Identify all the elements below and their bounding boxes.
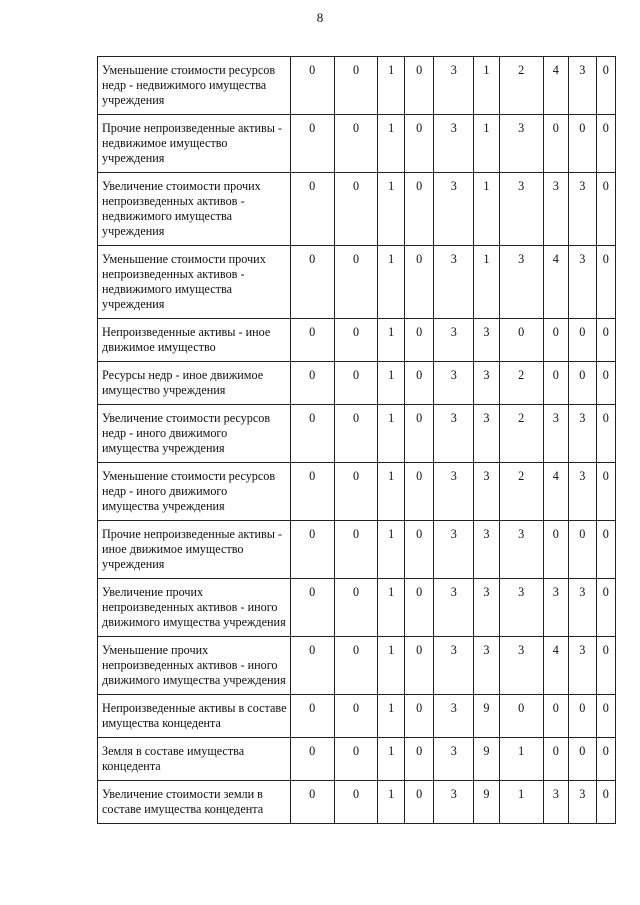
code-cell: 3 <box>569 781 597 824</box>
code-cell: 0 <box>404 173 434 246</box>
code-cell: 3 <box>569 246 597 319</box>
table-row <box>98 362 616 405</box>
code-cell: 3 <box>499 579 543 637</box>
table-row <box>98 115 616 173</box>
code-cell: 3 <box>543 579 568 637</box>
table-row <box>98 405 616 463</box>
code-cell: 4 <box>543 57 568 115</box>
row-name-cell: Прочие непроизведенные активы - иное движимое имущество учреждения <box>98 521 291 579</box>
code-cell: 3 <box>569 463 597 521</box>
table-row <box>98 521 616 579</box>
row-name-cell: Уменьшение стоимости ресурсов недр - иного движимого имущества учреждения <box>98 463 291 521</box>
row-name-cell: Уменьшение стоимости ресурсов недр - недвижимого имущества учреждения <box>98 57 291 115</box>
code-cell: 0 <box>404 781 434 824</box>
code-cell: 3 <box>474 579 499 637</box>
code-cell: 3 <box>474 463 499 521</box>
code-cell: 0 <box>596 173 615 246</box>
code-cell: 3 <box>569 57 597 115</box>
code-cell: 1 <box>499 738 543 781</box>
code-cell: 0 <box>334 115 378 173</box>
code-cell: 1 <box>378 579 405 637</box>
code-cell: 0 <box>334 405 378 463</box>
code-cell: 1 <box>378 319 405 362</box>
code-cell: 1 <box>378 246 405 319</box>
code-cell: 0 <box>334 362 378 405</box>
code-cell: 1 <box>378 57 405 115</box>
code-cell: 4 <box>543 637 568 695</box>
code-cell: 3 <box>569 173 597 246</box>
code-cell: 0 <box>290 463 334 521</box>
code-cell: 3 <box>434 405 474 463</box>
row-name-cell: Увеличение стоимости земли в составе имущества концедента <box>98 781 291 824</box>
code-cell: 0 <box>596 637 615 695</box>
code-cell: 9 <box>474 738 499 781</box>
code-cell: 9 <box>474 695 499 738</box>
code-cell: 0 <box>596 579 615 637</box>
code-cell: 3 <box>434 695 474 738</box>
code-cell: 0 <box>543 319 568 362</box>
code-cell: 1 <box>499 781 543 824</box>
code-cell: 2 <box>499 362 543 405</box>
code-cell: 0 <box>499 319 543 362</box>
code-cell: 3 <box>543 405 568 463</box>
code-cell: 0 <box>596 781 615 824</box>
code-cell: 0 <box>596 738 615 781</box>
code-cell: 0 <box>334 463 378 521</box>
code-cell: 3 <box>434 362 474 405</box>
row-name-cell: Земля в составе имущества концедента <box>98 738 291 781</box>
code-cell: 1 <box>378 463 405 521</box>
code-cell: 3 <box>434 115 474 173</box>
code-cell: 1 <box>474 246 499 319</box>
code-cell: 0 <box>596 695 615 738</box>
table-row <box>98 57 616 115</box>
code-cell: 3 <box>474 521 499 579</box>
code-cell: 0 <box>499 695 543 738</box>
code-cell: 0 <box>596 521 615 579</box>
code-cell: 3 <box>499 521 543 579</box>
account-codes-table <box>97 56 616 824</box>
code-cell: 0 <box>543 115 568 173</box>
table-row <box>98 695 616 738</box>
code-cell: 1 <box>474 57 499 115</box>
code-cell: 0 <box>404 362 434 405</box>
code-cell: 0 <box>290 115 334 173</box>
code-cell: 0 <box>543 521 568 579</box>
table-body <box>98 57 616 824</box>
code-cell: 0 <box>290 57 334 115</box>
code-cell: 0 <box>596 57 615 115</box>
code-cell: 2 <box>499 463 543 521</box>
code-cell: 3 <box>434 319 474 362</box>
code-cell: 0 <box>334 57 378 115</box>
code-cell: 0 <box>334 695 378 738</box>
code-cell: 0 <box>334 246 378 319</box>
code-cell: 3 <box>499 115 543 173</box>
code-cell: 0 <box>290 738 334 781</box>
code-cell: 0 <box>290 405 334 463</box>
code-cell: 0 <box>290 173 334 246</box>
row-name-cell: Прочие непроизведенные активы - недвижимое имущество учреждения <box>98 115 291 173</box>
row-name-cell: Ресурсы недр - иное движимое имущество учреждения <box>98 362 291 405</box>
code-cell: 4 <box>543 463 568 521</box>
code-cell: 0 <box>596 115 615 173</box>
page-number: 8 <box>316 10 324 25</box>
code-cell: 1 <box>378 637 405 695</box>
code-cell: 0 <box>543 695 568 738</box>
code-cell: 0 <box>290 781 334 824</box>
code-cell: 3 <box>474 319 499 362</box>
code-cell: 0 <box>543 362 568 405</box>
code-cell: 0 <box>404 738 434 781</box>
code-cell: 1 <box>378 738 405 781</box>
code-cell: 0 <box>596 246 615 319</box>
code-cell: 0 <box>543 738 568 781</box>
code-cell: 3 <box>474 637 499 695</box>
code-cell: 0 <box>596 362 615 405</box>
table-row <box>98 246 616 319</box>
code-cell: 3 <box>434 57 474 115</box>
code-cell: 0 <box>404 319 434 362</box>
code-cell: 0 <box>334 579 378 637</box>
code-cell: 0 <box>290 319 334 362</box>
table-row <box>98 738 616 781</box>
code-cell: 3 <box>474 405 499 463</box>
code-cell: 0 <box>334 521 378 579</box>
code-cell: 1 <box>378 695 405 738</box>
table-row <box>98 463 616 521</box>
code-cell: 0 <box>596 319 615 362</box>
code-cell: 2 <box>499 405 543 463</box>
code-cell: 0 <box>334 738 378 781</box>
code-cell: 0 <box>404 579 434 637</box>
row-name-cell: Увеличение стоимости прочих непроизведенных активов - недвижимого имущества учреждения <box>98 173 291 246</box>
row-name-cell: Уменьшение стоимости прочих непроизведенных активов - недвижимого имущества учреждения <box>98 246 291 319</box>
code-cell: 1 <box>474 173 499 246</box>
code-cell: 0 <box>569 319 597 362</box>
row-name-cell: Увеличение прочих непроизведенных активов - иного движимого имущества учреждения <box>98 579 291 637</box>
table-row <box>98 781 616 824</box>
code-cell: 1 <box>378 362 405 405</box>
code-cell: 3 <box>434 738 474 781</box>
code-cell: 0 <box>290 362 334 405</box>
code-cell: 3 <box>434 637 474 695</box>
code-cell: 0 <box>404 637 434 695</box>
code-cell: 3 <box>434 173 474 246</box>
code-cell: 0 <box>404 695 434 738</box>
row-name-cell: Непроизведенные активы в составе имущества концедента <box>98 695 291 738</box>
table-row <box>98 637 616 695</box>
table-row <box>98 319 616 362</box>
code-cell: 0 <box>290 246 334 319</box>
code-cell: 3 <box>499 637 543 695</box>
code-cell: 0 <box>334 319 378 362</box>
code-cell: 1 <box>378 173 405 246</box>
code-cell: 0 <box>569 695 597 738</box>
code-cell: 1 <box>378 115 405 173</box>
code-cell: 0 <box>404 246 434 319</box>
table-row <box>98 579 616 637</box>
code-cell: 0 <box>404 463 434 521</box>
code-cell: 0 <box>569 521 597 579</box>
code-cell: 0 <box>290 695 334 738</box>
code-cell: 3 <box>543 173 568 246</box>
code-cell: 1 <box>378 405 405 463</box>
code-cell: 3 <box>543 781 568 824</box>
code-cell: 0 <box>334 637 378 695</box>
row-name-cell: Уменьшение прочих непроизведенных активов - иного движимого имущества учреждения <box>98 637 291 695</box>
code-cell: 3 <box>569 637 597 695</box>
code-cell: 0 <box>290 637 334 695</box>
code-cell: 0 <box>404 521 434 579</box>
code-cell: 9 <box>474 781 499 824</box>
code-cell: 0 <box>569 115 597 173</box>
code-cell: 0 <box>569 738 597 781</box>
code-cell: 0 <box>596 463 615 521</box>
code-cell: 0 <box>404 57 434 115</box>
code-cell: 0 <box>596 405 615 463</box>
code-cell: 1 <box>474 115 499 173</box>
code-cell: 3 <box>569 405 597 463</box>
row-name-cell: Увеличение стоимости ресурсов недр - иного движимого имущества учреждения <box>98 405 291 463</box>
code-cell: 3 <box>474 362 499 405</box>
code-cell: 1 <box>378 521 405 579</box>
code-cell: 1 <box>378 781 405 824</box>
code-cell: 3 <box>569 579 597 637</box>
code-cell: 0 <box>569 362 597 405</box>
code-cell: 2 <box>499 57 543 115</box>
code-cell: 3 <box>434 521 474 579</box>
code-cell: 3 <box>434 246 474 319</box>
table-row <box>98 173 616 246</box>
code-cell: 3 <box>434 463 474 521</box>
code-cell: 3 <box>499 173 543 246</box>
code-cell: 3 <box>434 781 474 824</box>
code-cell: 0 <box>334 173 378 246</box>
code-cell: 0 <box>290 521 334 579</box>
code-cell: 0 <box>404 405 434 463</box>
code-cell: 0 <box>404 115 434 173</box>
code-cell: 0 <box>334 781 378 824</box>
code-cell: 4 <box>543 246 568 319</box>
code-cell: 0 <box>290 579 334 637</box>
row-name-cell: Непроизведенные активы - иное движимое имущество <box>98 319 291 362</box>
code-cell: 3 <box>499 246 543 319</box>
code-cell: 3 <box>434 579 474 637</box>
